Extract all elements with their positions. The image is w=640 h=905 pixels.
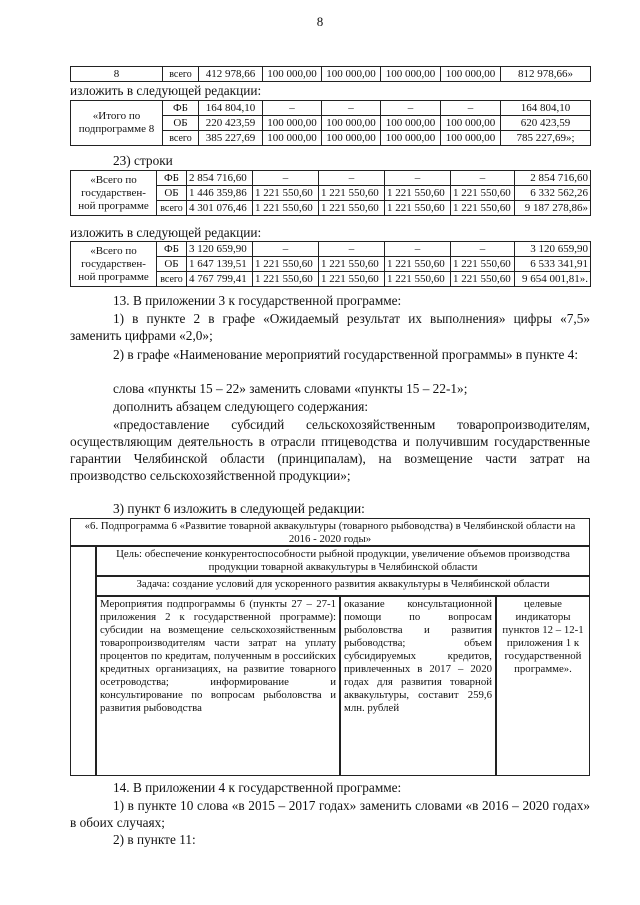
table-label: «Всего по государствен-ной программе [71, 242, 157, 287]
paragraph-13-1: 1) в пункте 2 в графе «Ожидаемый результат их выполнения» цифры «7,5» заменить цифрами «2,0»; [70, 311, 590, 343]
table-cell: 1 221 550,60 [451, 186, 515, 201]
paragraph-14-2: 2) в пункте 11: [113, 832, 196, 847]
table-cell: 6 332 562,26 [515, 186, 591, 201]
table-cell: 3 120 659,90 [187, 242, 253, 257]
table-cell: 100 000,00 [263, 131, 322, 146]
table-cell: ФБ [157, 242, 187, 257]
table-cell: 100 000,00 [381, 67, 441, 82]
table-cell: 2 854 716,60 [515, 171, 591, 186]
table-cell: ОБ [157, 257, 187, 272]
subprogram-indicators: целевые индикаторы пунктов 12 – 12-1 приложения 1 к государственной программе». [496, 596, 590, 776]
table-cell: – [319, 242, 385, 257]
paragraph-13-2b: дополнить абзацем следующего содержания: [113, 399, 369, 414]
table-label: 8 [71, 67, 163, 82]
table-cell: – [451, 171, 515, 186]
table-cell: 1 221 550,60 [319, 257, 385, 272]
table-cell: всего [163, 67, 199, 82]
table-cell: 1 221 550,60 [385, 186, 451, 201]
table-cell: 1 221 550,60 [253, 201, 319, 216]
table-cell: 1 446 359,86 [187, 186, 253, 201]
table-cell: – [263, 101, 322, 116]
table-cell: 1 221 550,60 [451, 201, 515, 216]
table-cell: 100 000,00 [263, 67, 322, 82]
table-cell: – [253, 171, 319, 186]
table-cell: ФБ [157, 171, 187, 186]
table-cell: 1 221 550,60 [253, 257, 319, 272]
subprogram-measures: Мероприятия подпрограммы 6 (пункты 27 – 27-1 приложения 2 к государственной программе): субсидии на возмещение сельскохозяйственным товаропроизводителям части затрат на уплату процентов по кредитам, полученным в российских кредитных организациях, на развитие товарного осетроводства; информирование и консультирование по вопросам рыболовства и развития рыбоводства [96, 596, 340, 776]
table-row [71, 67, 591, 82]
page-number: 8 [316, 14, 324, 29]
table-cell: ОБ [157, 186, 187, 201]
table-label: «Итого по подпрограмме 8 [71, 101, 163, 146]
subprogram-header: «6. Подпрограмма 6 «Развитие товарной аквакультуры (товарного рыбоводства) в Челябинской области на 2016 - 2020 годы» [70, 518, 590, 546]
table-cell: 3 120 659,90 [515, 242, 591, 257]
table-cell: 6 533 341,91 [515, 257, 591, 272]
table-cell: 100 000,00 [322, 67, 381, 82]
table-cell: – [253, 242, 319, 257]
table-cell: 220 423,59 [199, 116, 263, 131]
table-cell: 100 000,00 [381, 116, 441, 131]
text-replace-2: изложить в следующей редакции: [70, 225, 262, 240]
table-cell: – [451, 242, 515, 257]
table-cell: всего [157, 201, 187, 216]
table-cell: 4 767 799,41 [187, 272, 253, 287]
table-cell: – [322, 101, 381, 116]
table-cell: 1 221 550,60 [385, 272, 451, 287]
paragraph-13-3: 3) пункт 6 изложить в следующей редакции: [113, 501, 365, 516]
table-cell: – [319, 171, 385, 186]
table-cell: – [385, 171, 451, 186]
table-cell: всего [163, 131, 199, 146]
table-row [71, 101, 591, 116]
table-cell: 2 854 716,60 [187, 171, 253, 186]
subprogram-goal: Цель: обеспечение конкурентоспособности рыбной продукции, увеличение объемов производства продукции товарной аквакультуры в Челябинской области [96, 546, 590, 576]
table-cell: 1 221 550,60 [451, 257, 515, 272]
table-cell: всего [157, 272, 187, 287]
table-cell: 164 804,10 [501, 101, 591, 116]
table-cell: 100 000,00 [441, 67, 501, 82]
table-cell: 100 000,00 [441, 131, 501, 146]
table-cell: – [385, 242, 451, 257]
table-cell: 4 301 076,46 [187, 201, 253, 216]
item-23: 23) строки [113, 153, 173, 168]
table-total-old [70, 170, 591, 216]
table-cell: 1 221 550,60 [253, 186, 319, 201]
table-cell: 100 000,00 [322, 131, 381, 146]
table-label: «Всего по государствен-ной программе [71, 171, 157, 216]
table-cell: 164 804,10 [199, 101, 263, 116]
table-row [71, 242, 591, 257]
paragraph-14: 14. В приложении 4 к государственной программе: [113, 780, 402, 795]
table-cell: 1 221 550,60 [253, 272, 319, 287]
table-total-new [70, 241, 591, 287]
table-cell: – [381, 101, 441, 116]
paragraph-14-1: 1) в пункте 10 слова «в 2015 – 2017 годах» заменить словами «в 2016 – 2020 годах» в обоих случаях; [70, 798, 590, 830]
paragraph-13-2a: слова «пункты 15 – 22» заменить словами «пункты 15 – 22-1»; [113, 381, 468, 396]
table-cell: 1 221 550,60 [385, 257, 451, 272]
table-cell: – [441, 101, 501, 116]
paragraph-13-2c: «предоставление субсидий сельскохозяйственным товаропроизводителям, осуществляющим деятельность в отрасли птицеводства и получившим государственные гарантии Челябинской области (принципалам), на возмещение части затрат на производство сельскохозяйственной продукции»; [70, 417, 590, 483]
table-cell: 100 000,00 [441, 116, 501, 131]
table-row [71, 171, 591, 186]
paragraph-13: 13. В приложении 3 к государственной программе: [113, 293, 402, 308]
table-cell: 1 647 139,51 [187, 257, 253, 272]
table-cell: 1 221 550,60 [319, 186, 385, 201]
table-cell: 785 227,69»; [501, 131, 591, 146]
table-cell: 9 654 001,81». [515, 272, 591, 287]
table-cell: 812 978,66» [501, 67, 591, 82]
subprogram-left-column [70, 546, 96, 776]
table-cell: 1 221 550,60 [319, 201, 385, 216]
paragraph-13-2: 2) в графе «Наименование мероприятий государственной программы» в пункте 4: [113, 347, 579, 362]
table-subprogram-8-old [70, 66, 591, 82]
table-cell: ФБ [163, 101, 199, 116]
table-cell: 100 000,00 [381, 131, 441, 146]
table-cell: 1 221 550,60 [319, 272, 385, 287]
table-cell: 1 221 550,60 [451, 272, 515, 287]
table-subprogram-8-new [70, 100, 591, 146]
table-cell: 1 221 550,60 [385, 201, 451, 216]
subprogram-task: Задача: создание условий для ускоренного развития аквакультуры в Челябинской области [96, 576, 590, 596]
text-replace-1: изложить в следующей редакции: [70, 83, 262, 98]
table-cell: 412 978,66 [199, 67, 263, 82]
table-cell: 100 000,00 [263, 116, 322, 131]
table-cell: ОБ [163, 116, 199, 131]
table-cell: 385 227,69 [199, 131, 263, 146]
subprogram-results: оказание консультационной помощи по вопросам рыболовства и развития рыбоводства; объем субсидируемых кредитов, привлеченных в 2017 – 2020 годах для развития товарной аквакультуры, составит 259,6 млн. рублей [340, 596, 496, 776]
table-cell: 9 187 278,86» [515, 201, 591, 216]
table-cell: 100 000,00 [322, 116, 381, 131]
table-cell: 620 423,59 [501, 116, 591, 131]
